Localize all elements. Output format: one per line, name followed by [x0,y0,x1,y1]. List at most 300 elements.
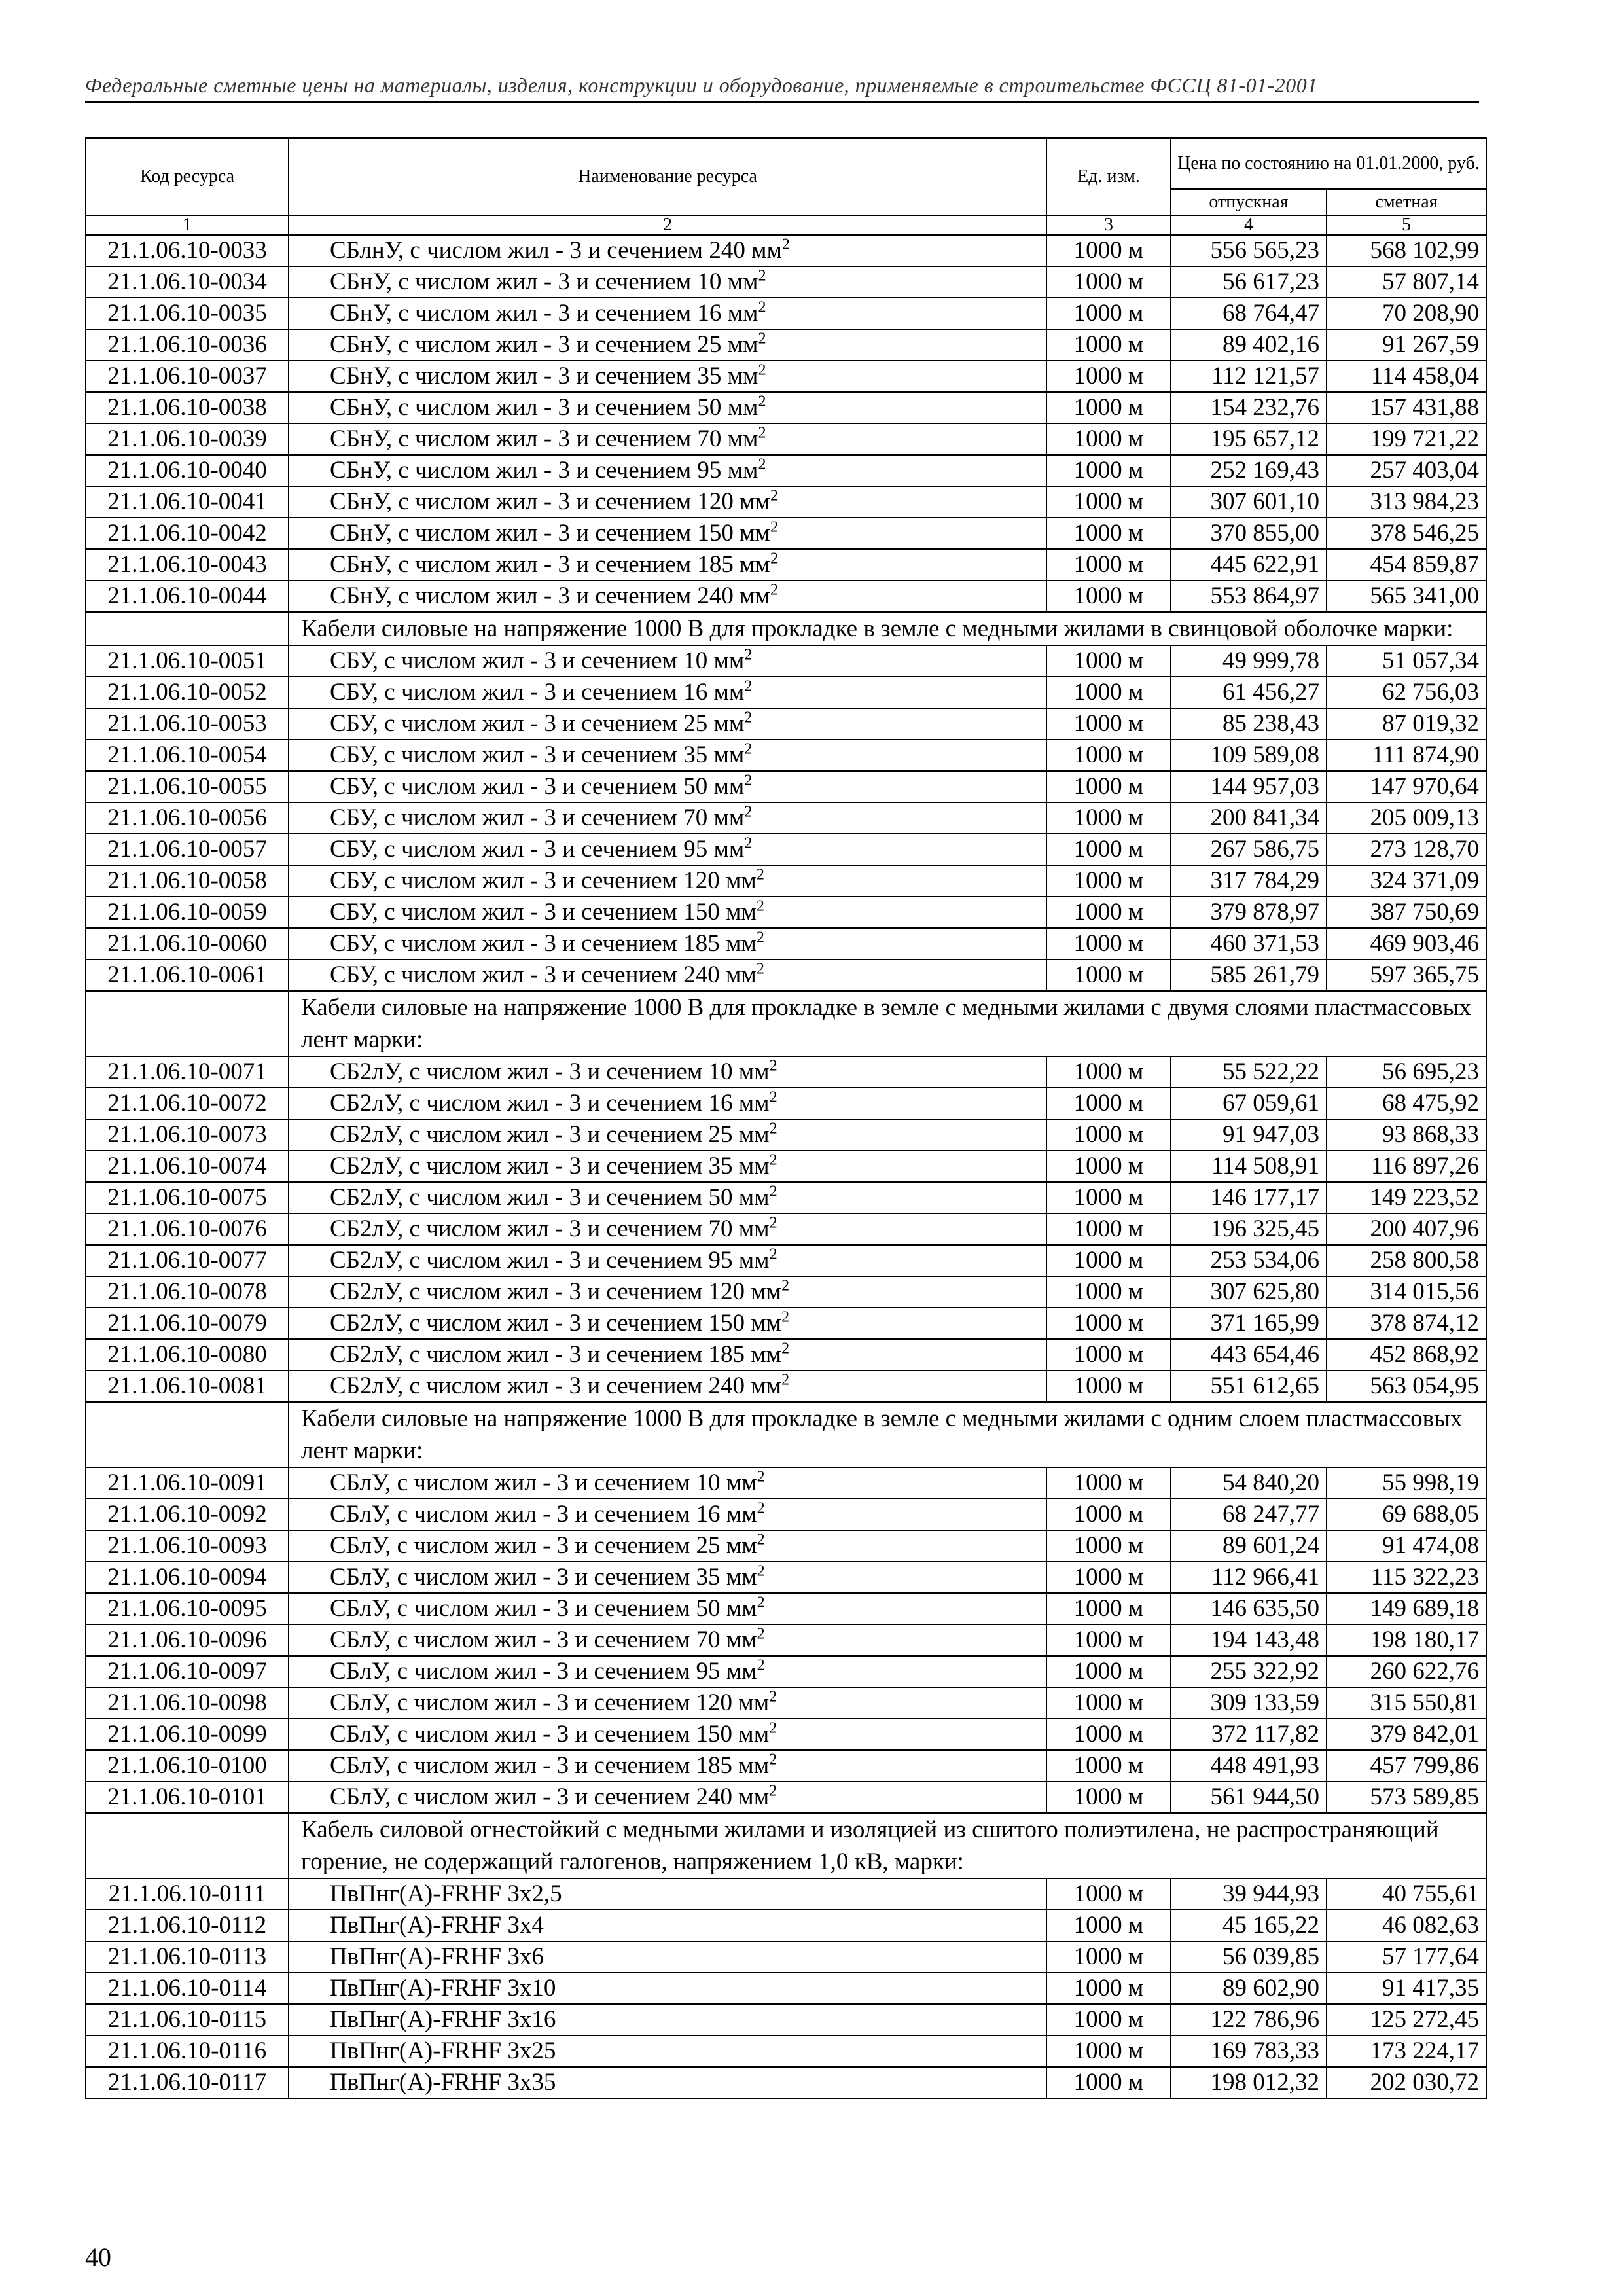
unit-cell: 1000 м [1046,1119,1171,1151]
price-release: 443 654,46 [1171,1339,1327,1371]
column-number: 4 [1171,215,1327,235]
price-estimate: 62 756,03 [1327,677,1486,708]
price-estimate: 56 695,23 [1327,1056,1486,1088]
resource-name [289,1245,1046,1276]
resource-name [289,1656,1046,1687]
resource-name [289,1624,1046,1656]
price-release: 109 589,08 [1171,740,1327,771]
resource-code: 21.1.06.10-0060 [86,928,289,960]
price-release: 553 864,97 [1171,581,1327,612]
unit-cell: 1000 м [1046,455,1171,486]
resource-code: 21.1.06.10-0074 [86,1151,289,1182]
price-release: 45 165,22 [1171,1910,1327,1941]
table-row [86,1878,1486,1910]
section-spacer [86,1402,289,1467]
resource-name-text: СБлУ, с числом жил - 3 и сечением 120 мм [330,1689,770,1716]
price-release: 144 957,03 [1171,771,1327,802]
squared-superscript: 2 [758,424,766,442]
resource-code: 21.1.06.10-0076 [86,1213,289,1245]
resource-name-text: СБнУ, с числом жил - 3 и сечением 95 мм [330,457,758,484]
section-row [86,612,1486,645]
resource-name [289,235,1046,266]
table-row [86,1624,1486,1656]
price-estimate: 199 721,22 [1327,423,1486,455]
resource-code: 21.1.06.10-0053 [86,708,289,740]
resource-name [289,1719,1046,1750]
table-row [86,2004,1486,2036]
resource-code: 21.1.06.10-0111 [86,1878,289,1910]
table-row [86,1530,1486,1562]
table-row [86,1750,1486,1782]
price-estimate: 563 054,95 [1327,1371,1486,1402]
resource-name [289,834,1046,865]
table-row [86,897,1486,928]
resource-name-text: ПвПнг(А)-FRHF 3x6 [330,1943,544,1970]
table-row [86,771,1486,802]
resource-name [289,1276,1046,1308]
table-row [86,1151,1486,1182]
resource-name [289,1119,1046,1151]
unit-cell: 1000 м [1046,361,1171,392]
resource-name [289,1467,1046,1499]
resource-code: 21.1.06.10-0101 [86,1782,289,1813]
price-estimate: 91 267,59 [1327,329,1486,361]
unit-cell: 1000 м [1046,802,1171,834]
squared-superscript: 2 [757,1562,765,1580]
price-release: 55 522,22 [1171,1056,1327,1088]
unit-cell: 1000 м [1046,897,1171,928]
squared-superscript: 2 [758,361,766,379]
price-release: 196 325,45 [1171,1213,1327,1245]
resource-name-text: СБ2лУ, с числом жил - 3 и сечением 70 мм [330,1215,770,1242]
resource-code: 21.1.06.10-0073 [86,1119,289,1151]
price-release: 54 840,20 [1171,1467,1327,1499]
resource-name-text: СБ2лУ, с числом жил - 3 и сечением 35 мм [330,1153,770,1179]
unit-cell: 1000 м [1046,1308,1171,1339]
resource-code: 21.1.06.10-0035 [86,298,289,329]
table-row [86,518,1486,549]
unit-cell: 1000 м [1046,708,1171,740]
squared-superscript: 2 [769,1088,777,1106]
resource-name [289,1056,1046,1088]
price-estimate: 40 755,61 [1327,1878,1486,1910]
resource-code: 21.1.06.10-0092 [86,1499,289,1530]
column-number: 1 [86,215,289,235]
table-row [86,1941,1486,1973]
resource-name [289,1371,1046,1402]
price-estimate: 57 177,64 [1327,1941,1486,1973]
price-release: 445 622,91 [1171,549,1327,581]
header-unit: Ед. изм. [1046,138,1171,215]
resource-code: 21.1.06.10-0079 [86,1308,289,1339]
resource-code: 21.1.06.10-0117 [86,2067,289,2098]
unit-cell: 1000 м [1046,2004,1171,2036]
table-row [86,1499,1486,1530]
price-estimate: 273 128,70 [1327,834,1486,865]
price-release: 56 617,23 [1171,266,1327,298]
resource-code: 21.1.06.10-0054 [86,740,289,771]
table-row [86,549,1486,581]
resource-name-text: СБ2лУ, с числом жил - 3 и сечением 150 мм [330,1310,782,1336]
resource-code: 21.1.06.10-0051 [86,645,289,677]
squared-superscript: 2 [744,834,753,852]
resource-name-text: СБУ, с числом жил - 3 и сечением 16 мм [330,679,745,706]
unit-cell: 1000 м [1046,1593,1171,1624]
section-title: Кабели силовые на напряжение 1000 В для прокладке в земле с медными жилами с одним слоем пластмассовых лент марки: [289,1402,1486,1467]
resource-name-text: СБ2лУ, с числом жил - 3 и сечением 95 мм [330,1247,770,1274]
table-row [86,645,1486,677]
resource-code: 21.1.06.10-0113 [86,1941,289,1973]
unit-cell: 1000 м [1046,235,1171,266]
resource-name [289,960,1046,991]
resource-code: 21.1.06.10-0059 [86,897,289,928]
price-estimate: 379 842,01 [1327,1719,1486,1750]
table-row [86,1687,1486,1719]
squared-superscript: 2 [769,1782,777,1800]
resource-name [289,361,1046,392]
table-row [86,392,1486,423]
resource-code: 21.1.06.10-0052 [86,677,289,708]
squared-superscript: 2 [756,897,764,915]
resource-name [289,298,1046,329]
resource-name-text: СБнУ, с числом жил - 3 и сечением 120 мм [330,488,770,515]
table-row [86,361,1486,392]
resource-name-text: СБУ, с числом жил - 3 и сечением 25 мм [330,710,745,737]
header-price-group: Цена по состоянию на 01.01.2000, руб. [1171,138,1486,189]
resource-name-text: СБлУ, с числом жил - 3 и сечением 35 мм [330,1564,757,1590]
price-release: 200 841,34 [1171,802,1327,834]
unit-cell: 1000 м [1046,677,1171,708]
resource-name-text: СБлУ, с числом жил - 3 и сечением 150 мм [330,1721,770,1748]
resource-name-text: ПвПнг(А)-FRHF 3x2,5 [330,1880,562,1907]
column-number: 2 [289,215,1046,235]
resource-name-text: СБлУ, с числом жил - 3 и сечением 10 мм [330,1469,757,1496]
section-title: Кабели силовые на напряжение 1000 В для прокладке в земле с медными жилами с двумя слоями пластмассовых лент марки: [289,991,1486,1056]
squared-superscript: 2 [744,803,753,821]
resource-name [289,897,1046,928]
resource-name [289,802,1046,834]
table-row [86,928,1486,960]
resource-name [289,2004,1046,2036]
table-row [86,455,1486,486]
resource-code: 21.1.06.10-0055 [86,771,289,802]
resource-name [289,549,1046,581]
unit-cell: 1000 м [1046,329,1171,361]
table-row [86,1467,1486,1499]
price-release: 61 456,27 [1171,677,1327,708]
table-row [86,1182,1486,1213]
header-name: Наименование ресурса [289,138,1046,215]
price-release: 561 944,50 [1171,1782,1327,1813]
table-row [86,1973,1486,2004]
resource-name [289,581,1046,612]
price-release: 146 635,50 [1171,1593,1327,1624]
price-release: 317 784,29 [1171,865,1327,897]
squared-superscript: 2 [781,236,790,253]
resource-name-text: СБ2лУ, с числом жил - 3 и сечением 16 мм [330,1090,770,1117]
squared-superscript: 2 [756,960,764,978]
resource-code: 21.1.06.10-0037 [86,361,289,392]
squared-superscript: 2 [769,1751,777,1768]
resource-name [289,1941,1046,1973]
resource-name [289,771,1046,802]
price-estimate: 202 030,72 [1327,2067,1486,2098]
resource-name-text: СБнУ, с числом жил - 3 и сечением 150 мм [330,520,770,547]
resource-name [289,1973,1046,2004]
price-estimate: 205 009,13 [1327,802,1486,834]
unit-cell: 1000 м [1046,1499,1171,1530]
table-row [86,1782,1486,1813]
price-release: 372 117,82 [1171,1719,1327,1750]
unit-cell: 1000 м [1046,2067,1171,2098]
section-row [86,991,1486,1056]
price-release: 556 565,23 [1171,235,1327,266]
squared-superscript: 2 [781,1308,790,1326]
price-estimate: 147 970,64 [1327,771,1486,802]
price-release: 91 947,03 [1171,1119,1327,1151]
resource-name-text: СБлУ, с числом жил - 3 и сечением 95 мм [330,1658,757,1685]
unit-cell: 1000 м [1046,960,1171,991]
resource-name [289,266,1046,298]
unit-cell: 1000 м [1046,423,1171,455]
price-release: 112 966,41 [1171,1562,1327,1593]
table-row [86,1339,1486,1371]
price-release: 551 612,65 [1171,1371,1327,1402]
squared-superscript: 2 [769,1688,777,1706]
price-release: 370 855,00 [1171,518,1327,549]
resource-name-text: ПвПнг(А)-FRHF 3x4 [330,1912,544,1939]
squared-superscript: 2 [744,709,753,726]
unit-cell: 1000 м [1046,865,1171,897]
resource-code: 21.1.06.10-0058 [86,865,289,897]
table-row [86,865,1486,897]
resource-name-text: СБУ, с числом жил - 3 и сечением 95 мм [330,836,745,863]
resource-code: 21.1.06.10-0114 [86,1973,289,2004]
resource-name [289,1182,1046,1213]
price-estimate: 315 550,81 [1327,1687,1486,1719]
table-row [86,1056,1486,1088]
unit-cell: 1000 м [1046,1276,1171,1308]
resource-name [289,2036,1046,2067]
resource-name-text: СБУ, с числом жил - 3 и сечением 185 мм [330,930,757,957]
table-row [86,1119,1486,1151]
price-release: 68 764,47 [1171,298,1327,329]
page-number: 40 [85,2242,111,2272]
table-row [86,1371,1486,1402]
table-row [86,677,1486,708]
resource-name-text: СБ2лУ, с числом жил - 3 и сечением 10 мм [330,1058,770,1085]
resource-name-text: СБлУ, с числом жил - 3 и сечением 50 мм [330,1595,757,1622]
resource-name-text: СБ2лУ, с числом жил - 3 и сечением 25 мм [330,1121,770,1148]
squared-superscript: 2 [756,866,764,884]
resource-code: 21.1.06.10-0057 [86,834,289,865]
squared-superscript: 2 [769,1120,777,1138]
price-estimate: 149 223,52 [1327,1182,1486,1213]
price-release: 89 601,24 [1171,1530,1327,1562]
unit-cell: 1000 м [1046,1213,1171,1245]
unit-cell: 1000 м [1046,1782,1171,1813]
price-release: 307 601,10 [1171,486,1327,518]
table-row [86,581,1486,612]
table-row [86,266,1486,298]
squared-superscript: 2 [757,1499,765,1517]
squared-superscript: 2 [770,518,778,536]
price-estimate: 324 371,09 [1327,865,1486,897]
price-estimate: 125 272,45 [1327,2004,1486,2036]
resource-name-text: СБнУ, с числом жил - 3 и сечением 185 мм [330,551,770,578]
resource-name-text: СБ2лУ, с числом жил - 3 и сечением 240 мм [330,1372,782,1399]
price-release: 194 143,48 [1171,1624,1327,1656]
price-release: 56 039,85 [1171,1941,1327,1973]
squared-superscript: 2 [781,1340,790,1357]
table-row [86,1308,1486,1339]
price-release: 146 177,17 [1171,1182,1327,1213]
header-price-release: отпускная [1171,189,1327,215]
resource-name-text: СБнУ, с числом жил - 3 и сечением 10 мм [330,268,758,295]
resource-code: 21.1.06.10-0091 [86,1467,289,1499]
unit-cell: 1000 м [1046,1910,1171,1941]
resource-code: 21.1.06.10-0116 [86,2036,289,2067]
price-estimate: 46 082,63 [1327,1910,1486,1941]
resource-name-text: СБУ, с числом жил - 3 и сечением 35 мм [330,742,745,768]
unit-cell: 1000 м [1046,1624,1171,1656]
price-estimate: 51 057,34 [1327,645,1486,677]
table-row [86,1245,1486,1276]
resource-name-text: СБнУ, с числом жил - 3 и сечением 50 мм [330,394,758,421]
squared-superscript: 2 [757,1657,765,1674]
resource-name [289,1593,1046,1624]
price-release: 85 238,43 [1171,708,1327,740]
resource-name [289,740,1046,771]
unit-cell: 1000 м [1046,266,1171,298]
resource-code: 21.1.06.10-0080 [86,1339,289,1371]
price-estimate: 452 868,92 [1327,1339,1486,1371]
table-row [86,1910,1486,1941]
resource-name-text: ПвПнг(А)-FRHF 3x16 [330,2006,556,2033]
price-release: 195 657,12 [1171,423,1327,455]
unit-cell: 1000 м [1046,928,1171,960]
resource-name [289,645,1046,677]
price-release: 68 247,77 [1171,1499,1327,1530]
price-release: 309 133,59 [1171,1687,1327,1719]
price-release: 267 586,75 [1171,834,1327,865]
resource-code: 21.1.06.10-0042 [86,518,289,549]
price-estimate: 387 750,69 [1327,897,1486,928]
resource-name [289,708,1046,740]
unit-cell: 1000 м [1046,392,1171,423]
resource-name-text: СБлУ, с числом жил - 3 и сечением 25 мм [330,1532,757,1559]
unit-cell: 1000 м [1046,1687,1171,1719]
unit-cell: 1000 м [1046,1245,1171,1276]
resource-code: 21.1.06.10-0077 [86,1245,289,1276]
squared-superscript: 2 [781,1277,790,1295]
price-release: 307 625,80 [1171,1276,1327,1308]
resource-name [289,1562,1046,1593]
resource-code: 21.1.06.10-0040 [86,455,289,486]
unit-cell: 1000 м [1046,740,1171,771]
resource-name [289,1750,1046,1782]
section-row [86,1402,1486,1467]
resource-name-text: ПвПнг(А)-FRHF 3x25 [330,2037,556,2064]
price-estimate: 91 474,08 [1327,1530,1486,1562]
squared-superscript: 2 [770,550,778,567]
squared-superscript: 2 [744,646,753,664]
resource-name-text: СБлУ, с числом жил - 3 и сечением 185 мм [330,1752,770,1779]
resource-code: 21.1.06.10-0078 [86,1276,289,1308]
resource-name [289,1878,1046,1910]
table-row [86,423,1486,455]
column-number: 3 [1046,215,1171,235]
resource-name-text: СБ2лУ, с числом жил - 3 и сечением 50 мм [330,1184,770,1211]
squared-superscript: 2 [744,772,753,789]
section-title: Кабели силовые на напряжение 1000 В для прокладке в земле с медными жилами в свинцовой оболочке марки: [289,612,1486,645]
price-estimate: 565 341,00 [1327,581,1486,612]
resource-code: 21.1.06.10-0081 [86,1371,289,1402]
table-row [86,834,1486,865]
price-estimate: 91 417,35 [1327,1973,1486,2004]
resource-name-text: СБУ, с числом жил - 3 и сечением 120 мм [330,867,757,894]
price-release: 585 261,79 [1171,960,1327,991]
resource-name-text: ПвПнг(А)-FRHF 3x35 [330,2069,556,2096]
resource-name [289,423,1046,455]
resource-code: 21.1.06.10-0043 [86,549,289,581]
resource-name [289,1687,1046,1719]
price-release: 169 783,33 [1171,2036,1327,2067]
price-release: 253 534,06 [1171,1245,1327,1276]
price-table [85,137,1487,2099]
unit-cell: 1000 м [1046,1878,1171,1910]
price-estimate: 260 622,76 [1327,1656,1486,1687]
price-release: 89 602,90 [1171,1973,1327,2004]
squared-superscript: 2 [744,740,753,758]
price-estimate: 149 689,18 [1327,1593,1486,1624]
price-release: 154 232,76 [1171,392,1327,423]
unit-cell: 1000 м [1046,1656,1171,1687]
unit-cell: 1000 м [1046,1941,1171,1973]
unit-cell: 1000 м [1046,298,1171,329]
table-row [86,1276,1486,1308]
table-row [86,708,1486,740]
price-estimate: 568 102,99 [1327,235,1486,266]
resource-name-text: СБ2лУ, с числом жил - 3 и сечением 185 мм [330,1341,782,1368]
column-number: 5 [1327,215,1486,235]
price-estimate: 115 322,23 [1327,1562,1486,1593]
resource-name-text: СБлУ, с числом жил - 3 и сечением 240 мм [330,1784,770,1810]
resource-code: 21.1.06.10-0039 [86,423,289,455]
unit-cell: 1000 м [1046,1973,1171,2004]
resource-name-text: СБУ, с числом жил - 3 и сечением 150 мм [330,899,757,925]
unit-cell: 1000 м [1046,1182,1171,1213]
price-estimate: 314 015,56 [1327,1276,1486,1308]
squared-superscript: 2 [758,298,766,316]
resource-code: 21.1.06.10-0098 [86,1687,289,1719]
price-release: 114 508,91 [1171,1151,1327,1182]
resource-name [289,2067,1046,2098]
resource-name-text: ПвПнг(А)-FRHF 3x10 [330,1975,556,2001]
resource-name-text: СБУ, с числом жил - 3 и сечением 50 мм [330,773,745,800]
squared-superscript: 2 [758,393,766,410]
price-estimate: 87 019,32 [1327,708,1486,740]
resource-name-text: СБлУ, с числом жил - 3 и сечением 16 мм [330,1501,757,1528]
squared-superscript: 2 [770,581,778,599]
squared-superscript: 2 [758,456,766,473]
table-row [86,960,1486,991]
resource-code: 21.1.06.10-0099 [86,1719,289,1750]
section-spacer [86,991,289,1056]
price-estimate: 313 984,23 [1327,486,1486,518]
resource-code: 21.1.06.10-0112 [86,1910,289,1941]
resource-name [289,677,1046,708]
